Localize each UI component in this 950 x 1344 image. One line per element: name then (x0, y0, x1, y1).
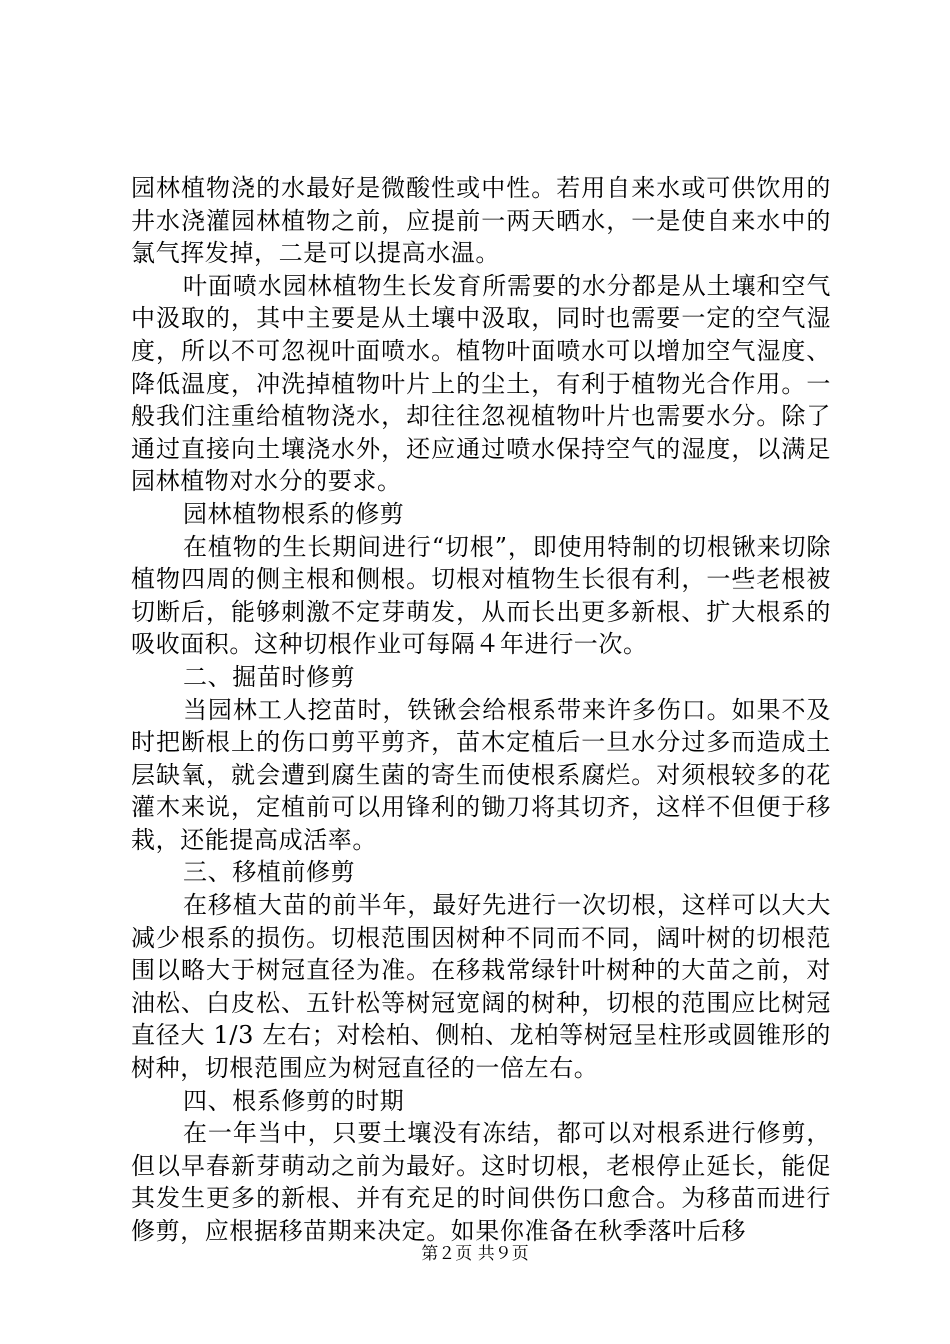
paragraph-4: 当园林工人挖苗时，铁锹会给根系带来许多伤口。如果不及时把断根上的伤口剪平剪齐，苗木定植后一旦水分过多而造成土层缺氧，就会遭到腐生菌的寄生而使根系腐烂。对须根较多的花灌木来说，定植前可以用锋利的锄刀将其切齐，这样不但便于移栽，还能提高成活率。 (131, 695, 831, 854)
paragraph-5: 在移植大苗的前半年，最好先进行一次切根，这样可以大大减少根系的损伤。切根范围因树种不同而不同，阔叶树的切根范围以略大于树冠直径为准。在移栽常绿针叶树种的大苗之前，对油松、白皮松、五针松等树冠宽阔的树种，切根的范围应比树冠直径大 1/3 左右；对桧柏、侧柏、龙柏等树冠呈柱形或圆锥形的树种，切根范围应为树冠直径的一倍左右。 (131, 891, 831, 1083)
paragraph-3: 在植物的生长期间进行“切根”，即使用特制的切根锹来切除植物四周的侧主根和侧根。切根对植物生长很有利，一些老根被切断后，能够刺激不定芽萌发，从而长出更多新根、扩大根系的吸收面积。这种切根作业可每隔４年进行一次。 (131, 532, 831, 659)
paragraph-1: 园林植物浇的水最好是微酸性或中性。若用自来水或可供饮用的井水浇灌园林植物之前，应提前一两天晒水，一是使自来水中的氯气挥发掉，二是可以提高水温。 (131, 174, 831, 268)
paragraph-2: 叶面喷水园林植物生长发育所需要的水分都是从土壤和空气中汲取的，其中主要是从土壤中汲取，同时也需要一定的空气湿度，所以不可忽视叶面喷水。植物叶面喷水可以增加空气湿度、降低温度，冲洗掉植物叶片上的尘土，有利于植物光合作用。一般我们注重给植物浇水，却往往忽视植物叶片也需要水分。除了通过直接向土壤浇水外，还应通过喷水保持空气的湿度，以满足园林植物对水分的要求。 (131, 271, 831, 496)
section-heading-2: 二、掘苗时修剪 (183, 662, 356, 691)
section-heading-root-pruning: 园林植物根系的修剪 (183, 499, 405, 528)
document-body (131, 172, 831, 1248)
paragraph-6: 在一年当中，只要土壤没有冻结，都可以对根系进行修剪，但以早春新芽萌动之前为最好。这时切根，老根停止延长，能促其发生更多的新根、并有充足的时间供伤口愈合。为移苗而进行修剪，应根据移苗期来决定。如果你准备在秋季落叶后移 (131, 1119, 831, 1245)
page-footer: 第２页 共９页 (421, 1244, 529, 1264)
section-heading-3: 三、移植前修剪 (183, 858, 356, 887)
section-heading-4: 四、根系修剪的时期 (183, 1086, 405, 1115)
